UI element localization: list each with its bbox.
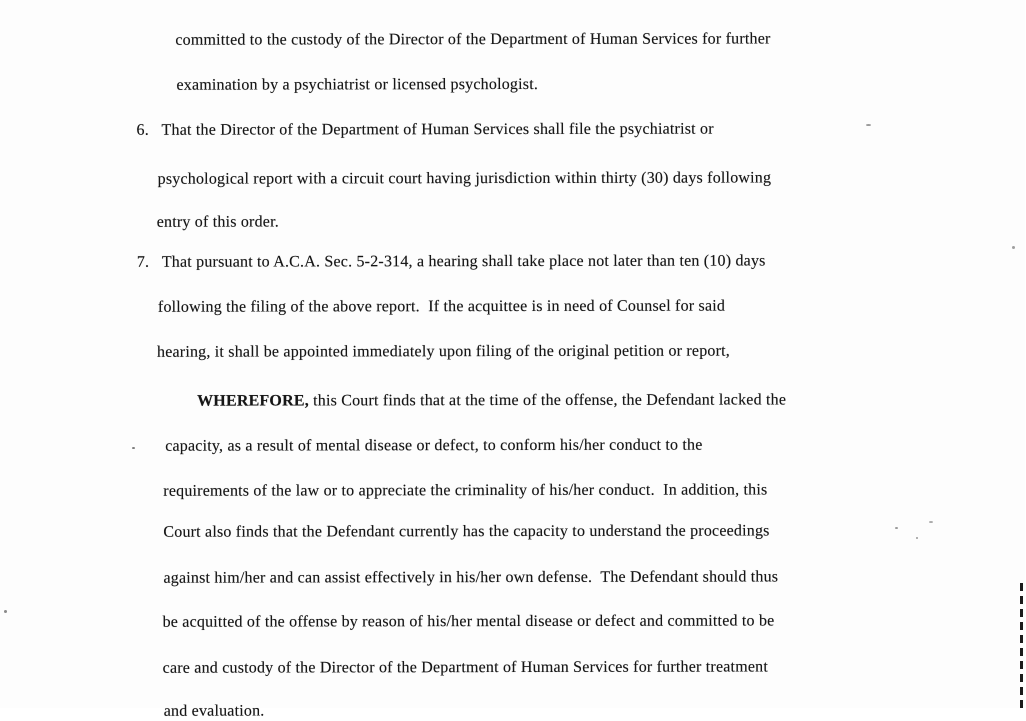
wherefore-line-2 <box>165 436 702 456</box>
item-7-line-1-text: That pursuant to A.C.A. Sec. 5-2-314, a hearing shall take place not later than ten (10) days <box>161 252 766 271</box>
item-6-line-1-number: 6. <box>136 121 149 139</box>
wherefore-line-1 <box>197 390 786 410</box>
item-6-line-2-text: psychological report with a circuit court having jurisdiction within thirty (30) days following <box>157 169 772 188</box>
wherefore-line-4-text: Court also finds that the Defendant currently has the capacity to understand the proceedings <box>163 522 770 541</box>
item-7-line-1-number: 7. <box>136 253 150 271</box>
item-7-line-2 <box>158 297 725 317</box>
item-7-line-2-text: following the filing of the above report. If the acquittee is in need of Counsel for said <box>157 297 726 316</box>
wherefore-line-5-text: against him/her and can assist effectively in his/her own defense. The Defendant should thus <box>163 568 779 587</box>
wherefore-line-3-text: requirements of the law or to appreciate the criminality of his/her conduct. In addition, this <box>163 481 768 500</box>
wherefore-line-8-clipped-text: and evaluation. <box>163 702 265 720</box>
item-7-line-3-text: hearing, it shall be appointed immediately upon filing of the original petition or report, <box>156 342 730 361</box>
item-7-line-1 <box>162 251 766 271</box>
item-6-line-3 <box>157 212 279 231</box>
wherefore-line-7-text: care and custody of the Director of the Department of Human Services for further treatment <box>162 658 769 677</box>
item-6-line-1 <box>162 120 714 140</box>
item-6-line-3-text: entry of this order. <box>156 213 279 231</box>
continuation-line-2 <box>176 75 538 95</box>
item-6-line-2 <box>158 168 772 188</box>
wherefore-line-6-text: be acquitted of the offense by reason of his/her mental disease or defect and committed to be <box>162 612 775 631</box>
continuation-line-2-text: examination by a psychiatrist or licensed psychologist. <box>176 75 539 94</box>
wherefore-line-7 <box>163 657 768 677</box>
wherefore-line-1-bold-text: WHEREFORE, <box>197 392 309 410</box>
wherefore-line-8-clipped <box>164 702 265 721</box>
wherefore-line-3 <box>163 480 767 500</box>
wherefore-line-1-text: this Court finds that at the time of the offense, the Defendant lacked the <box>308 391 787 410</box>
continuation-line-1 <box>175 29 770 49</box>
wherefore-line-6 <box>163 611 775 631</box>
item-7-line-3 <box>157 342 730 362</box>
wherefore-line-2-text: capacity, as a result of mental disease or defect, to conform his/her conduct to the <box>165 436 703 455</box>
wherefore-line-4 <box>163 521 769 541</box>
item-6-line-1-text: That the Director of the Department of Human Services shall file the psychiatrist or <box>161 120 714 139</box>
continuation-line-1-text: committed to the custody of the Director of the Department of Human Services for further <box>175 30 771 49</box>
wherefore-line-5 <box>163 567 778 587</box>
